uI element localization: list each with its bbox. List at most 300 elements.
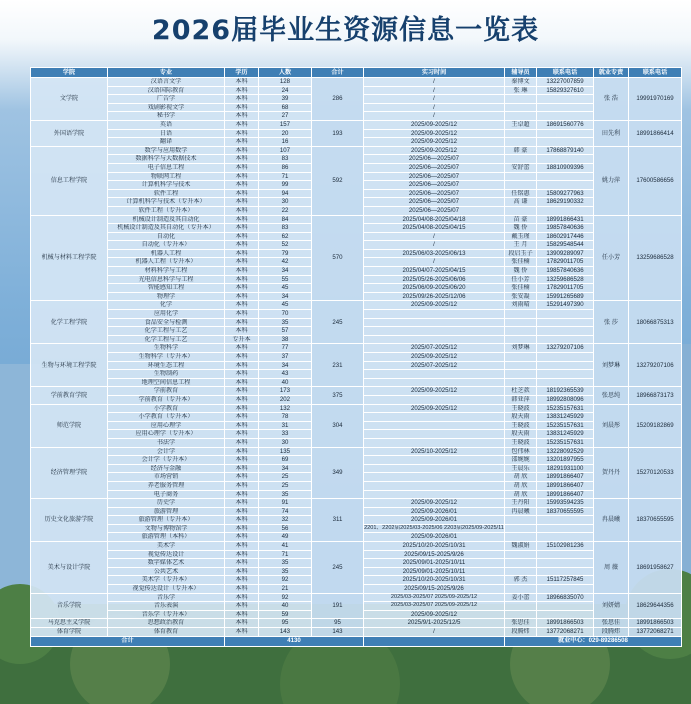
header-total: 合计 xyxy=(312,68,364,78)
table-row xyxy=(31,301,682,310)
major-name: 会计学 xyxy=(108,447,225,456)
counselor-phone xyxy=(537,370,594,379)
counselor-name xyxy=(505,602,537,611)
major-name: 化学工程与工艺 xyxy=(108,327,225,336)
internship-time xyxy=(364,327,505,336)
student-count: 35 xyxy=(259,490,312,499)
table-row xyxy=(31,593,682,602)
college-total: 592 xyxy=(312,146,364,215)
counselor-phone xyxy=(537,524,594,533)
counselor-phone: 13772068271 xyxy=(537,628,594,637)
counselor-name: 段启玉子 xyxy=(505,249,537,258)
counselor-name xyxy=(505,585,537,594)
internship-time: 2025/06—2025/07 xyxy=(364,181,505,190)
counselor-phone xyxy=(537,533,594,542)
internship-time: 2025/06/09-2025/06/20 xyxy=(364,284,505,293)
major-name: 市场营销 xyxy=(108,473,225,482)
education-level: 本科 xyxy=(225,198,259,207)
counselor-phone: 13279207106 xyxy=(537,344,594,353)
counselor-phone xyxy=(537,327,594,336)
college-total: 304 xyxy=(312,404,364,447)
employment-staff-phone: 18991866503 xyxy=(629,619,682,628)
college-total: 245 xyxy=(312,542,364,594)
student-count: 86 xyxy=(259,163,312,172)
education-level: 本科 xyxy=(225,542,259,551)
student-count: 34 xyxy=(259,292,312,301)
employment-staff-phone: 19991970169 xyxy=(629,78,682,121)
student-count: 70 xyxy=(259,310,312,319)
student-count: 43 xyxy=(259,370,312,379)
counselor-phone: 13259686528 xyxy=(537,275,594,284)
education-level: 本科 xyxy=(225,421,259,430)
internship-time: 2025/07-2025/12 xyxy=(364,344,505,353)
student-count: 92 xyxy=(259,593,312,602)
student-count: 99 xyxy=(259,181,312,190)
college-name: 文学院 xyxy=(31,78,108,121)
college-total: 375 xyxy=(312,387,364,404)
counselor-name xyxy=(505,181,537,190)
counselor-name: 殷天雨 xyxy=(505,430,537,439)
counselor-phone xyxy=(537,318,594,327)
college-name: 历史文化旅游学院 xyxy=(31,499,108,542)
internship-time xyxy=(364,481,505,490)
counselor-name: 王晨乐 xyxy=(505,464,537,473)
student-count: 94 xyxy=(259,189,312,198)
counselor-phone: 19857840636 xyxy=(537,224,594,233)
internship-time: 2025/09-2025/12 xyxy=(364,610,505,619)
education-level: 本科 xyxy=(225,387,259,396)
student-count: 68 xyxy=(259,103,312,112)
student-count: 107 xyxy=(259,146,312,155)
counselor-name: 刘梦琳 xyxy=(505,344,537,353)
college-name: 化学工程学院 xyxy=(31,301,108,344)
education-level: 本科 xyxy=(225,301,259,310)
internship-time xyxy=(364,490,505,499)
employment-staff-phone: 13259686528 xyxy=(629,215,682,301)
education-level: 本科 xyxy=(225,585,259,594)
counselor-name: 包伟林 xyxy=(505,447,537,456)
internship-time: 2025/9/1-2025/12/5 xyxy=(364,619,505,628)
major-name: 计算机科学与技术（专升本） xyxy=(108,198,225,207)
education-level: 本科 xyxy=(225,163,259,172)
student-count: 79 xyxy=(259,249,312,258)
employment-staff: 段腾炜 xyxy=(594,628,629,637)
major-name: 旅游管理（专升本） xyxy=(108,516,225,525)
major-name: 公共艺术 xyxy=(108,567,225,576)
counselor-phone: 13201897955 xyxy=(537,456,594,465)
education-level: 本科 xyxy=(225,533,259,542)
counselor-phone: 18991866431 xyxy=(537,215,594,224)
counselor-phone: 17829011705 xyxy=(537,258,594,267)
employment-staff: 张思纯 xyxy=(594,387,629,404)
student-count: 33 xyxy=(259,430,312,439)
internship-time: / xyxy=(364,103,505,112)
education-level: 本科 xyxy=(225,86,259,95)
education-level: 本科 xyxy=(225,310,259,319)
education-level: 本科 xyxy=(225,628,259,637)
student-count: 35 xyxy=(259,318,312,327)
counselor-name xyxy=(505,112,537,121)
student-count: 92 xyxy=(259,576,312,585)
student-count: 202 xyxy=(259,395,312,404)
header-count: 人数 xyxy=(259,68,312,78)
counselor-name: 戴玉瑾 xyxy=(505,232,537,241)
counselor-name: 韩 豪 xyxy=(505,146,537,155)
education-level: 本科 xyxy=(225,464,259,473)
student-count: 84 xyxy=(259,215,312,224)
internship-time: 2025/09-2025/12 xyxy=(364,129,505,138)
counselor-name: 王卓超 xyxy=(505,120,537,129)
header-row xyxy=(31,68,682,78)
college-name: 外国语学院 xyxy=(31,120,108,146)
student-count: 77 xyxy=(259,344,312,353)
education-level: 本科 xyxy=(225,559,259,568)
education-level: 本科 xyxy=(225,78,259,87)
major-name: 体育教育 xyxy=(108,628,225,637)
education-level: 本科 xyxy=(225,138,259,147)
student-count: 21 xyxy=(259,585,312,594)
internship-time: 2201、2202届2025/03-2025/06 2203届2025/09-2025/11 xyxy=(364,524,505,533)
student-count: 31 xyxy=(259,421,312,430)
counselor-name: 刘雨晴 xyxy=(505,301,537,310)
major-name: 化学 xyxy=(108,301,225,310)
education-level: 本科 xyxy=(225,232,259,241)
internship-time: / xyxy=(364,241,505,250)
counselor-name: 王晓波 xyxy=(505,421,537,430)
counselor-name xyxy=(505,524,537,533)
counselor-phone: 18691560776 xyxy=(537,120,594,129)
student-count: 25 xyxy=(259,473,312,482)
education-level: 本科 xyxy=(225,155,259,164)
education-level: 本科 xyxy=(225,619,259,628)
counselor-phone: 19857840636 xyxy=(537,267,594,276)
counselor-phone: 18370655595 xyxy=(537,507,594,516)
major-name: 自动化 xyxy=(108,232,225,241)
internship-time xyxy=(364,310,505,319)
education-level: 本科 xyxy=(225,447,259,456)
counselor-name: 安舒蕾 xyxy=(505,163,537,172)
employment-staff-phone: 13279207106 xyxy=(629,344,682,387)
major-name: 视觉传达设计 xyxy=(108,550,225,559)
table-row xyxy=(31,120,682,129)
counselor-name: 张佳楠 xyxy=(505,284,537,293)
header-employment-staff: 就业专责 xyxy=(594,68,629,78)
student-count: 35 xyxy=(259,559,312,568)
college-total: 193 xyxy=(312,120,364,146)
counselor-name xyxy=(505,310,537,319)
counselor-phone: 15991265689 xyxy=(537,292,594,301)
table-row xyxy=(31,146,682,155)
major-name: 旅游管理（本科） xyxy=(108,533,225,542)
employment-staff-phone: 18691958627 xyxy=(629,542,682,594)
counselor-phone: 18602917446 xyxy=(537,232,594,241)
employment-staff: 刘梦琳 xyxy=(594,344,629,387)
counselor-phone: 15117257845 xyxy=(537,576,594,585)
education-level: 本科 xyxy=(225,404,259,413)
internship-time: 2025/09-2025/12 xyxy=(364,387,505,396)
header-phone: 联系电话 xyxy=(537,68,594,78)
major-name: 物理学 xyxy=(108,292,225,301)
education-level: 本科 xyxy=(225,576,259,585)
college-name: 经济管理学院 xyxy=(31,447,108,499)
major-name: 自动化（专升本） xyxy=(108,241,225,250)
internship-time: / xyxy=(364,86,505,95)
counselor-name: 张安凝 xyxy=(505,292,537,301)
counselor-name: 殷天雨 xyxy=(505,413,537,422)
table-row xyxy=(31,628,682,637)
table-row xyxy=(31,404,682,413)
major-name: 物联网工程 xyxy=(108,172,225,181)
education-level: 本科 xyxy=(225,120,259,129)
education-level: 本科 xyxy=(225,610,259,619)
internship-time: 2025/05/26-2025/06/06 xyxy=(364,275,505,284)
internship-time: 2025/09/01-2025/10/11 xyxy=(364,559,505,568)
employment-staff: 刘晨彤 xyxy=(594,404,629,447)
college-name: 机械与材料工程学院 xyxy=(31,215,108,301)
education-level: 本科 xyxy=(225,215,259,224)
student-count: 16 xyxy=(259,138,312,147)
college-total: 95 xyxy=(312,619,364,628)
student-count: 62 xyxy=(259,232,312,241)
major-name: 翻译 xyxy=(108,138,225,147)
college-name: 师范学院 xyxy=(31,404,108,447)
internship-time: 2025/09-2025/12 xyxy=(364,146,505,155)
major-name: 音乐学（专升本） xyxy=(108,610,225,619)
education-level: 本科 xyxy=(225,524,259,533)
internship-time: 2025/09/01-2025/10/11 xyxy=(364,567,505,576)
counselor-phone: 15829327610 xyxy=(537,86,594,95)
student-count: 34 xyxy=(259,267,312,276)
internship-time: 2025/04/08-2025/04/18 xyxy=(364,215,505,224)
counselor-name xyxy=(505,327,537,336)
education-level: 本科 xyxy=(225,481,259,490)
counselor-name: 段腾炜 xyxy=(505,628,537,637)
internship-time: 2025/06—2025/07 xyxy=(364,172,505,181)
counselor-phone xyxy=(537,602,594,611)
counselor-phone: 15102981236 xyxy=(537,542,594,551)
education-level: 本科 xyxy=(225,258,259,267)
counselor-name xyxy=(505,103,537,112)
table-row xyxy=(31,447,682,456)
education-level: 本科 xyxy=(225,318,259,327)
internship-time: 2025/09-2026/01 xyxy=(364,516,505,525)
major-name: 食品安全与检测 xyxy=(108,318,225,327)
student-count: 74 xyxy=(259,507,312,516)
major-name: 美术学（专升本） xyxy=(108,576,225,585)
education-level: 本科 xyxy=(225,413,259,422)
table-row xyxy=(31,215,682,224)
counselor-name: 胡 欣 xyxy=(505,490,537,499)
counselor-phone xyxy=(537,516,594,525)
counselor-name: 高 谦 xyxy=(505,198,537,207)
student-count: 40 xyxy=(259,378,312,387)
major-name: 电子信息工程 xyxy=(108,163,225,172)
college-name: 美术与设计学院 xyxy=(31,542,108,594)
education-level: 本科 xyxy=(225,112,259,121)
counselor-name xyxy=(505,95,537,104)
internship-time xyxy=(364,318,505,327)
major-name: 计算机科学与技术 xyxy=(108,181,225,190)
counselor-name xyxy=(505,559,537,568)
internship-time: 2025/04/07-2025/04/15 xyxy=(364,267,505,276)
internship-time: 2025/06/03-2025/06/13 xyxy=(364,249,505,258)
counselor-name: 王丹阳 xyxy=(505,499,537,508)
employment-staff-phone: 18629644356 xyxy=(629,593,682,619)
education-level: 本科 xyxy=(225,224,259,233)
counselor-phone: 15291497390 xyxy=(537,301,594,310)
counselor-name: 张佳楠 xyxy=(505,258,537,267)
major-name: 电子商务 xyxy=(108,490,225,499)
counselor-name: 胡 欣 xyxy=(505,473,537,482)
internship-time xyxy=(364,413,505,422)
table-body xyxy=(31,78,682,637)
internship-time xyxy=(364,438,505,447)
education-level: 本科 xyxy=(225,593,259,602)
student-count: 45 xyxy=(259,301,312,310)
major-name: 音乐表演 xyxy=(108,602,225,611)
counselor-phone xyxy=(537,206,594,215)
counselor-name xyxy=(505,172,537,181)
student-count: 25 xyxy=(259,481,312,490)
counselor-name xyxy=(505,155,537,164)
counselor-name xyxy=(505,567,537,576)
counselor-phone xyxy=(537,378,594,387)
student-count: 38 xyxy=(259,335,312,344)
student-count: 34 xyxy=(259,464,312,473)
counselor-phone xyxy=(537,361,594,370)
major-name: 生物科学 xyxy=(108,344,225,353)
major-name: 学前教育 xyxy=(108,387,225,396)
college-total: 191 xyxy=(312,593,364,619)
education-level: 本科 xyxy=(225,267,259,276)
counselor-phone: 18991866503 xyxy=(537,619,594,628)
student-count: 27 xyxy=(259,112,312,121)
counselor-phone: 13831245929 xyxy=(537,430,594,439)
internship-time xyxy=(364,395,505,404)
counselor-phone xyxy=(537,310,594,319)
education-level: 本科 xyxy=(225,189,259,198)
internship-time: 2025/06—2025/07 xyxy=(364,189,505,198)
education-level: 本科 xyxy=(225,129,259,138)
education-level: 本科 xyxy=(225,516,259,525)
employment-staff-phone: 18370655595 xyxy=(629,499,682,542)
education-level: 本科 xyxy=(225,370,259,379)
counselor-phone xyxy=(537,181,594,190)
major-name: 光电信息科学与工程 xyxy=(108,275,225,284)
major-name: 化学工程与工艺 xyxy=(108,335,225,344)
education-level: 本科 xyxy=(225,507,259,516)
major-name: 生物科学（专升本） xyxy=(108,353,225,362)
college-total: 143 xyxy=(312,628,364,637)
counselor-name xyxy=(505,550,537,559)
major-name: 会计学（专升本） xyxy=(108,456,225,465)
internship-time: 2025/06—2025/07 xyxy=(364,163,505,172)
counselor-name: 杜芝款 xyxy=(505,387,537,396)
student-count: 69 xyxy=(259,456,312,465)
employment-staff-phone: 18966873173 xyxy=(629,387,682,404)
education-level: 本科 xyxy=(225,430,259,439)
major-name: 养老服务管理 xyxy=(108,481,225,490)
internship-time xyxy=(364,473,505,482)
student-count: 173 xyxy=(259,387,312,396)
employment-staff: 张 浩 xyxy=(594,78,629,121)
internship-time: 2025/06—2025/07 xyxy=(364,206,505,215)
major-name: 汉语言文学 xyxy=(108,78,225,87)
student-count: 42 xyxy=(259,258,312,267)
header-staff-phone: 联系电话 xyxy=(629,68,682,78)
counselor-name: 魏淑娟 xyxy=(505,542,537,551)
major-name: 汉语国际教育 xyxy=(108,86,225,95)
counselor-phone xyxy=(537,550,594,559)
counselor-phone xyxy=(537,103,594,112)
internship-time: 2025/09-2025/12 xyxy=(364,138,505,147)
internship-time: / xyxy=(364,258,505,267)
major-name: 历史学 xyxy=(108,499,225,508)
resource-table xyxy=(30,67,682,647)
counselor-name xyxy=(505,370,537,379)
college-total: 349 xyxy=(312,447,364,499)
counselor-phone: 18992808096 xyxy=(537,395,594,404)
major-name: 小学教育 xyxy=(108,404,225,413)
student-count: 71 xyxy=(259,172,312,181)
internship-time: / xyxy=(364,628,505,637)
education-level: 本科 xyxy=(225,378,259,387)
counselor-phone: 17829011705 xyxy=(537,284,594,293)
student-count: 35 xyxy=(259,567,312,576)
internship-time: 2025/09/26-2025/12/06 xyxy=(364,292,505,301)
student-count: 39 xyxy=(259,95,312,104)
counselor-name xyxy=(505,138,537,147)
education-level: 本科 xyxy=(225,95,259,104)
internship-time: 2025/09-2025/12 xyxy=(364,404,505,413)
resource-table-container xyxy=(30,67,674,697)
student-count: 83 xyxy=(259,155,312,164)
counselor-phone: 18991866407 xyxy=(537,490,594,499)
major-name: 软件工程 xyxy=(108,189,225,198)
counselor-name: 邵婉婉 xyxy=(505,456,537,465)
counselor-name: 魏 侨 xyxy=(505,224,537,233)
counselor-name: 王晓波 xyxy=(505,438,537,447)
major-name: 应用化学 xyxy=(108,310,225,319)
counselor-name: 韩亚萍 xyxy=(505,395,537,404)
major-name: 数学与应用数学 xyxy=(108,146,225,155)
education-level: 本科 xyxy=(225,284,259,293)
college-total: 231 xyxy=(312,344,364,387)
counselor-phone xyxy=(537,585,594,594)
employment-staff-phone: 17600586656 xyxy=(629,146,682,215)
counselor-name: 任小芳 xyxy=(505,275,537,284)
internship-time xyxy=(364,335,505,344)
education-level: 本科 xyxy=(225,181,259,190)
major-name: 数字媒体艺术 xyxy=(108,559,225,568)
student-count: 71 xyxy=(259,550,312,559)
counselor-name xyxy=(505,129,537,138)
counselor-phone xyxy=(537,610,594,619)
student-count: 57 xyxy=(259,327,312,336)
internship-time xyxy=(364,378,505,387)
counselor-phone: 18291931100 xyxy=(537,464,594,473)
counselor-phone xyxy=(537,335,594,344)
counselor-name xyxy=(505,206,537,215)
total-label: 合计 xyxy=(31,636,225,646)
counselor-phone: 13228092529 xyxy=(537,447,594,456)
header-major: 专业 xyxy=(108,68,225,78)
counselor-name: 冉晨曦 xyxy=(505,507,537,516)
counselor-phone: 15235157631 xyxy=(537,421,594,430)
employment-staff-phone: 15270120533 xyxy=(629,447,682,499)
student-count: 37 xyxy=(259,353,312,362)
major-name: 书法学 xyxy=(108,438,225,447)
